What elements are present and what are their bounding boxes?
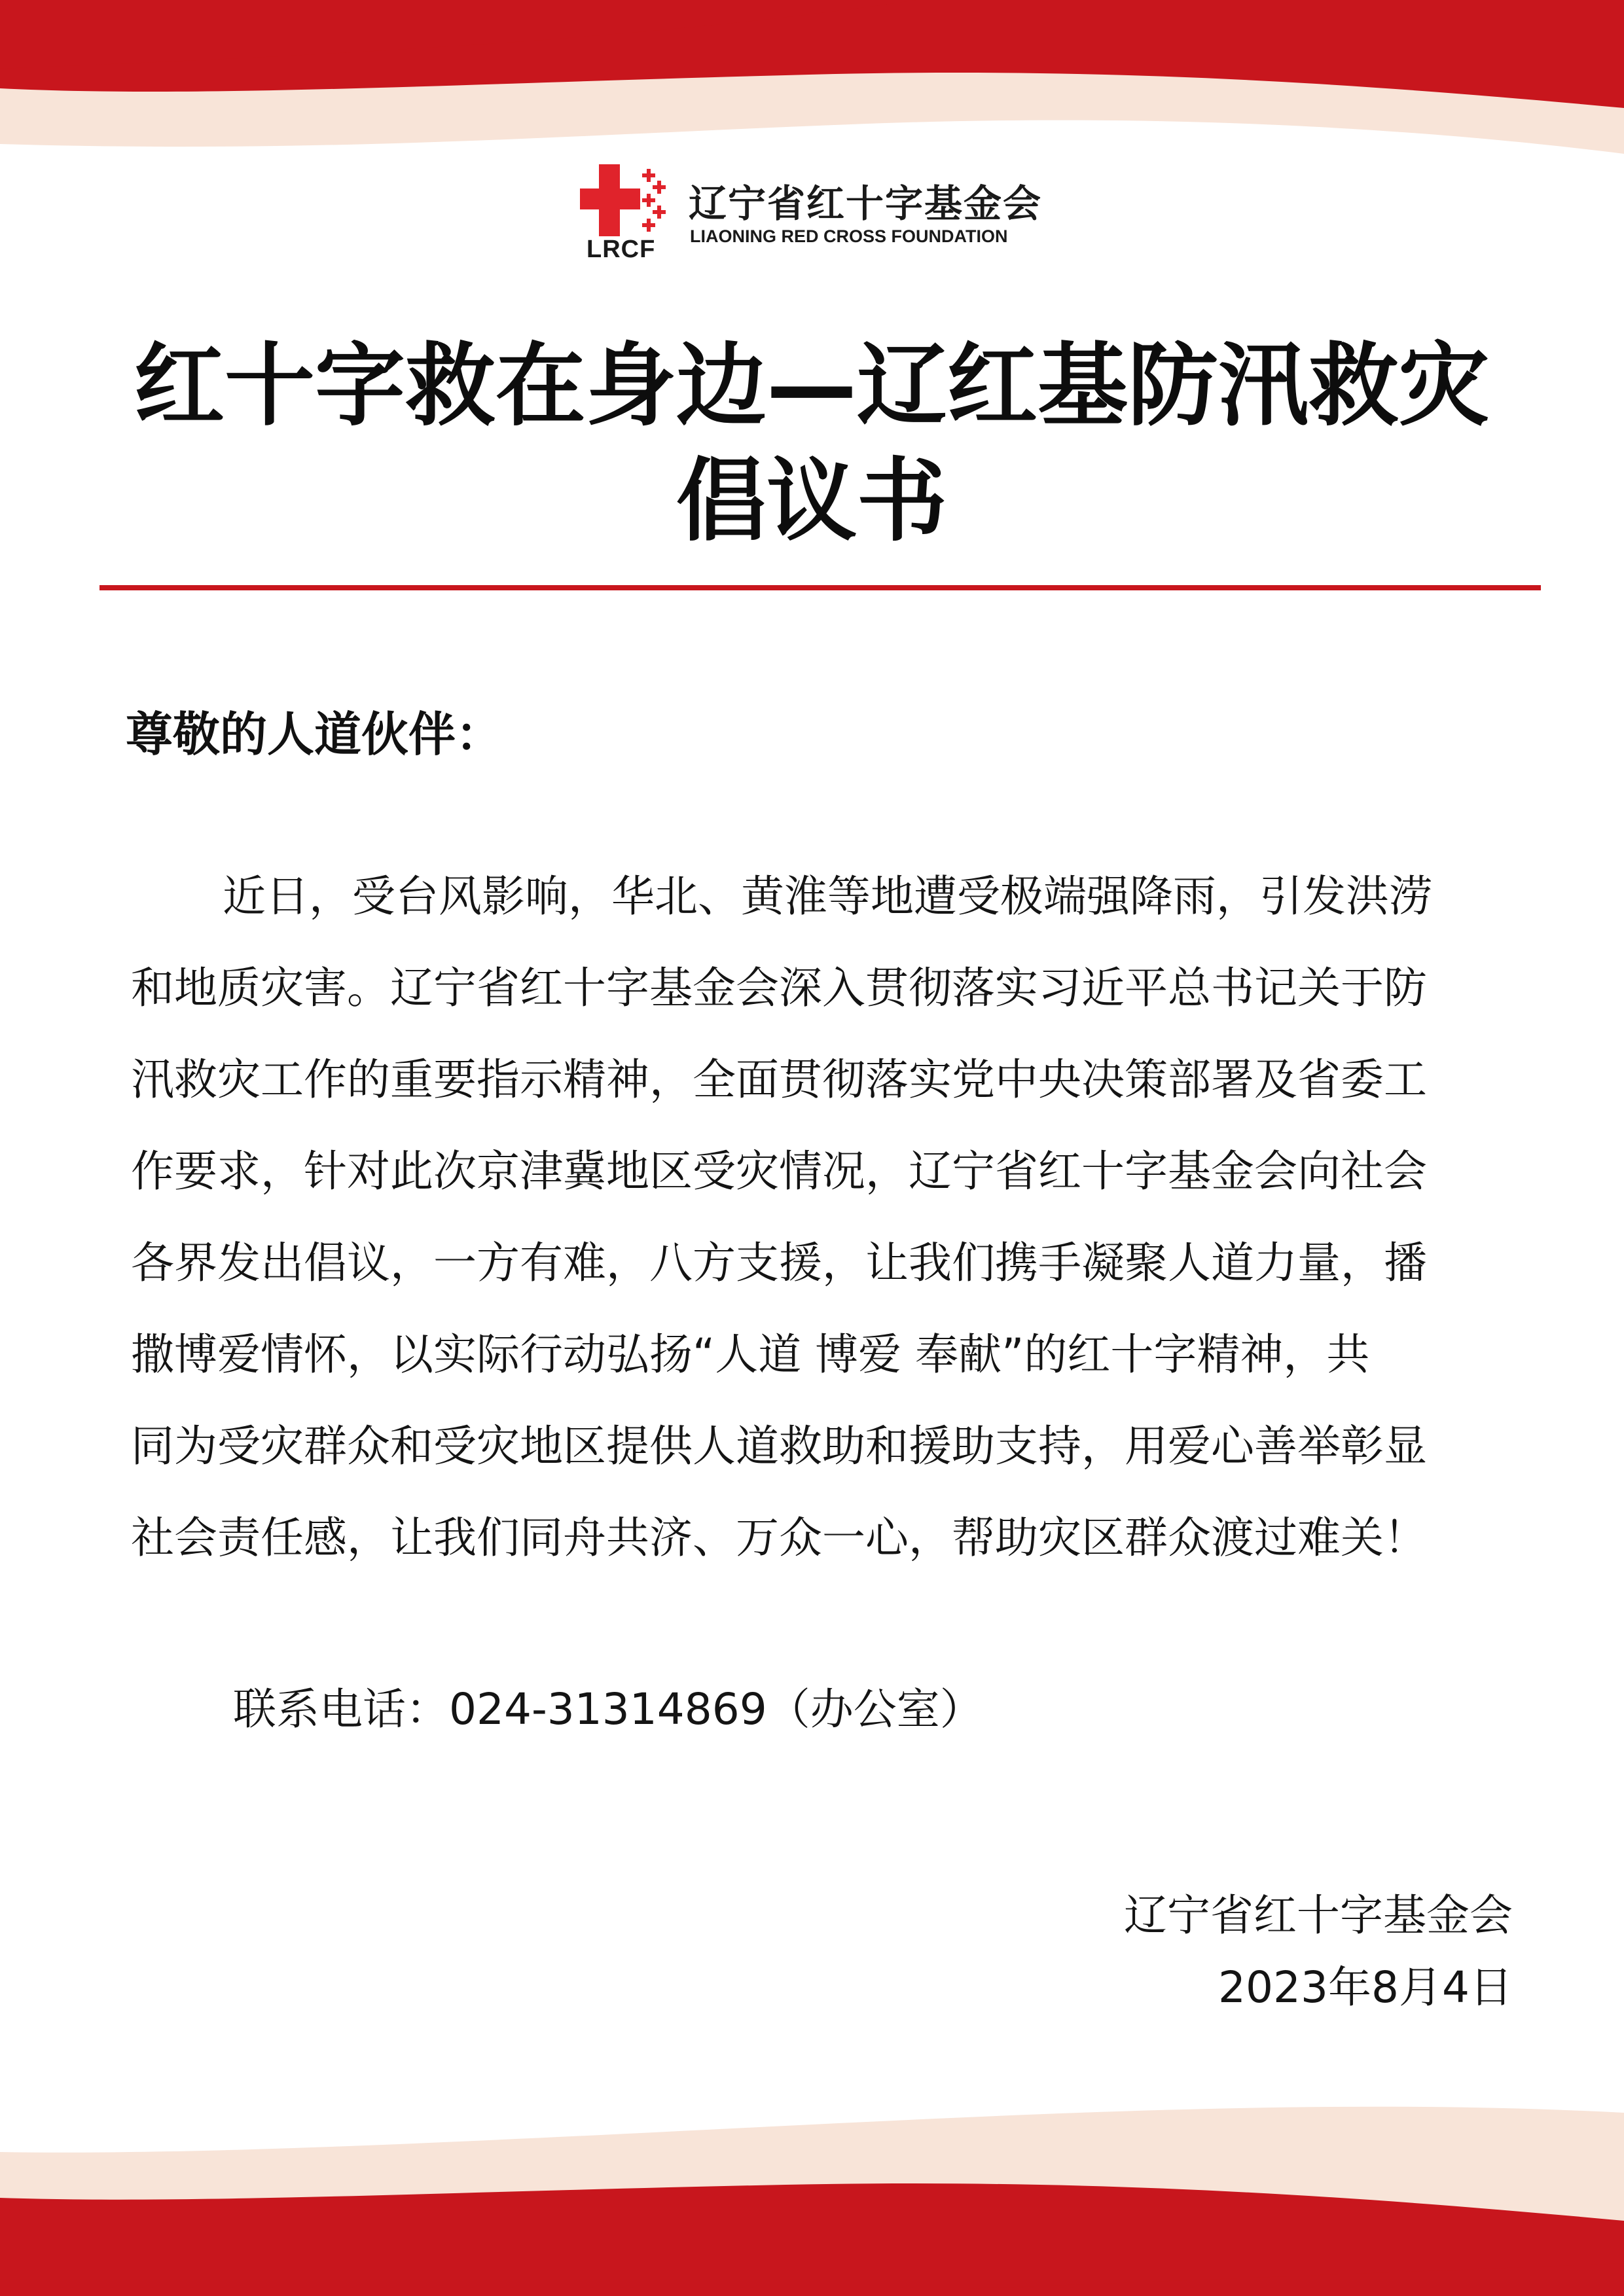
body-line: 撒博爱情怀，以实际行动弘扬“人道 博爱 奉献”的红十字精神，共 (131, 1329, 1370, 1380)
header-wave-decoration (0, 0, 1624, 157)
signature-organization: 辽宁省红十字基金会 (1124, 1890, 1513, 1941)
body-line: 汛救灾工作的重要指示精神，全面贯彻落实党中央决策部署及省委工 (131, 1054, 1427, 1105)
signature-date: 2023年8月4日 (1218, 1962, 1513, 2013)
logo-abbreviation: LRCF (586, 236, 656, 263)
signature-block (1124, 1880, 1513, 2024)
foundation-logo (576, 158, 1047, 270)
footer-wave-decoration (0, 2100, 1624, 2296)
title-divider (99, 585, 1541, 590)
body-line: 作要求，针对此次京津冀地区受灾情况，辽宁省红十字基金会向社会 (131, 1146, 1427, 1196)
body-line: 近日，受台风影响，华北、黄淮等地遭受极端强降雨，引发洪涝 (223, 871, 1432, 922)
salutation: 尊敬的人道伙伴： (126, 707, 503, 762)
logo-name-english: LIAONING RED CROSS FOUNDATION (690, 226, 1008, 246)
contact-phone: 联系电话：024-31314869（办公室） (233, 1684, 983, 1734)
body-line: 同为受灾群众和受灾地区提供人道救助和援助支持，用爱心善举彰显 (131, 1421, 1427, 1471)
title-line-1: 红十字救在身边—辽红基防汛救灾 (134, 333, 1489, 439)
document-title (92, 329, 1532, 559)
title-line-2: 倡议书 (676, 448, 947, 554)
body-line: 和地质灾害。辽宁省红十字基金会深入贯彻落实习近平总书记关于防 (131, 963, 1427, 1013)
body-line: 各界发出倡议，一方有难，八方支援，让我们携手凝聚人道力量，播 (131, 1238, 1427, 1288)
body-line: 社会责任感，让我们同舟共济、万众一心，帮助灾区群众渡过难关！ (131, 1513, 1427, 1563)
logo-name-chinese: 辽宁省红十字基金会 (689, 181, 1043, 226)
body-paragraph (131, 851, 1512, 1584)
